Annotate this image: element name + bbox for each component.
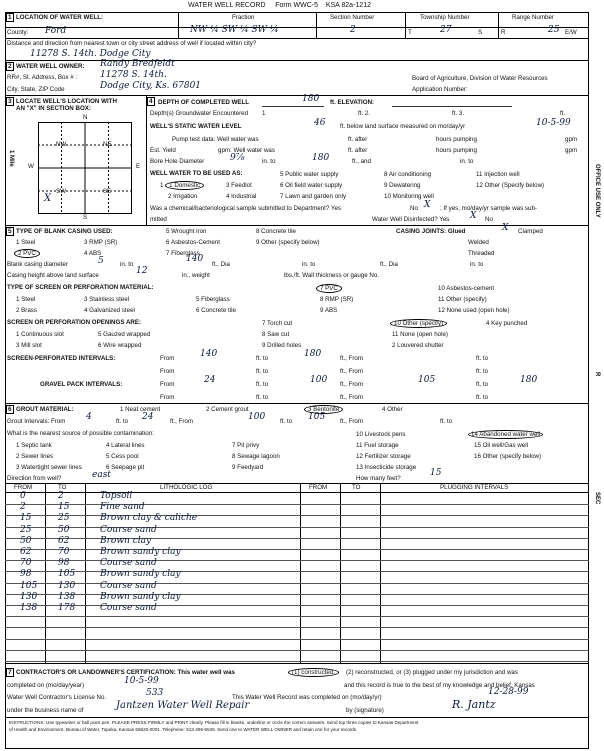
form-title bbox=[188, 2, 371, 10]
yield-hours-label: hours pumping bbox=[436, 147, 477, 154]
casing-wrought[interactable]: 5 Wrought iron bbox=[166, 228, 207, 235]
log-row-line bbox=[5, 527, 589, 528]
lithologic-header: LITHOLOGIC LOG bbox=[160, 484, 213, 491]
casing-steel[interactable]: 1 Steel bbox=[16, 239, 36, 246]
spi-ft-to-label: ft. to bbox=[256, 355, 269, 362]
chem-no-x[interactable]: X bbox=[424, 200, 431, 210]
section-label: Section Number bbox=[330, 14, 375, 21]
welded-label[interactable]: Welded bbox=[468, 239, 489, 246]
pump-after-label: ft. after bbox=[348, 136, 368, 143]
log-to-cell[interactable]: 70 bbox=[58, 547, 70, 557]
log-desc-cell[interactable]: Brown clay bbox=[100, 535, 152, 546]
log-from-cell[interactable]: 138 bbox=[20, 603, 38, 613]
fraction-value[interactable]: NW ¼ SW ¼ SW ¼ bbox=[190, 25, 279, 35]
elevation-label: ft. ELEVATION: bbox=[330, 99, 375, 106]
contam-pit[interactable]: 7 Pit privy bbox=[232, 442, 260, 449]
grout-label: GROUT MATERIAL: bbox=[16, 406, 74, 413]
owner-value[interactable]: Randy Bredfeldt bbox=[100, 59, 175, 69]
license-value[interactable]: 533 bbox=[146, 688, 164, 698]
section-6-number: 6 bbox=[8, 406, 12, 413]
log-to-header: TO bbox=[58, 484, 67, 491]
opening-saw-circled[interactable]: 10 Other (specify) bbox=[390, 319, 447, 328]
use-air[interactable]: 8 Air conditioning bbox=[384, 171, 432, 178]
bore-to-value[interactable]: 180 bbox=[312, 153, 330, 163]
log-from-cell[interactable]: 70 bbox=[20, 558, 32, 569]
side-r-label: R bbox=[594, 372, 600, 377]
log-from-cell[interactable]: 50 bbox=[20, 535, 32, 546]
yield-gpm-label: gpm: Well water was bbox=[218, 147, 275, 154]
screen-steel[interactable]: 1 Steel bbox=[16, 296, 36, 303]
distance-label: Distance and direction from nearest town or city street address of well if located within city? bbox=[7, 40, 257, 47]
blank-diameter-label: Blank casing diameter bbox=[7, 261, 68, 268]
grout-cement[interactable]: 2 Cement grout bbox=[206, 406, 249, 413]
log-to-cell[interactable]: 25 bbox=[58, 513, 70, 524]
spi-from-value[interactable]: 140 bbox=[200, 349, 218, 359]
address-label: RR#, St. Address, Box # : bbox=[7, 74, 78, 81]
ne-label: NE bbox=[103, 141, 112, 148]
log-to-cell[interactable]: 130 bbox=[58, 580, 76, 591]
section-4-number: 4 bbox=[149, 98, 153, 105]
contam-cess[interactable]: 5 Cess pool bbox=[106, 453, 139, 460]
contamination-label: What is the nearest source of possible contamination: bbox=[7, 430, 154, 437]
grout-other[interactable]: 4 Other bbox=[382, 406, 403, 413]
log-from-cell[interactable]: 105 bbox=[20, 580, 38, 591]
log-to-cell[interactable]: 98 bbox=[58, 558, 70, 569]
section-value[interactable]: 2 bbox=[350, 25, 356, 35]
gp-ft-from-2: ft., From bbox=[340, 394, 364, 401]
screen-brass[interactable]: 2 Brass bbox=[16, 307, 37, 314]
township-value[interactable]: 27 bbox=[440, 25, 452, 35]
screen-pvc-circled[interactable]: 7 PVC bbox=[316, 284, 342, 293]
contam-abandoned-text: 14 Abandoned water well bbox=[471, 431, 541, 438]
opening-none[interactable]: 4 Key punched bbox=[486, 320, 528, 327]
section-1-number: 1 bbox=[8, 14, 12, 21]
plug-to-header: TO bbox=[352, 484, 361, 491]
casing-height-value[interactable]: 12 bbox=[136, 266, 148, 276]
signature-value[interactable]: R. Jantz bbox=[452, 698, 496, 711]
log-row-line bbox=[5, 605, 589, 606]
howmany-label: How many feet? bbox=[356, 475, 401, 482]
log-desc-cell[interactable]: Brown clay & caliche bbox=[100, 513, 198, 524]
opening-continuous[interactable]: 1 Continuous slot bbox=[16, 331, 64, 338]
log-to-cell[interactable]: 2 bbox=[58, 491, 64, 501]
chem-tail-label: ; If yes, mo/day/yr sample was sub- bbox=[440, 205, 537, 212]
spi-ft-to-3: ft. to bbox=[256, 368, 269, 375]
county-label: County: bbox=[7, 29, 29, 36]
spi-to-value[interactable]: 180 bbox=[304, 349, 322, 359]
grout-ft-from-label: ft., From bbox=[170, 418, 194, 425]
contam-watertight[interactable]: 3 Watertight sewer lines bbox=[16, 464, 82, 471]
clamped-label[interactable]: Clamped bbox=[518, 228, 543, 235]
screen-concrete[interactable]: 6 Concrete tile bbox=[196, 307, 236, 314]
use-other[interactable]: 12 Other (Specify below) bbox=[476, 182, 545, 189]
title-text: WATER WELL RECORD bbox=[188, 2, 266, 9]
log-desc-cell[interactable]: Brown sandy clay bbox=[100, 547, 181, 557]
opening-other[interactable]: 2 Louvered shutter bbox=[392, 342, 444, 349]
grout-from-2-value[interactable]: 100 bbox=[248, 412, 266, 422]
constructed-circled[interactable]: (1) constructed, bbox=[288, 668, 339, 677]
log-from-cell[interactable]: 0 bbox=[20, 491, 26, 501]
gp-from-2-label: From bbox=[160, 394, 175, 401]
opening-key[interactable]: 6 Wire wrapped bbox=[98, 342, 142, 349]
log-to-cell[interactable]: 138 bbox=[58, 591, 76, 602]
yield-after-label: ft. after bbox=[348, 147, 368, 154]
business-label: under the business name of bbox=[7, 707, 84, 714]
screen-type-label: TYPE OF SCREEN OR PERFORATION MATERIAL: bbox=[7, 284, 154, 291]
fraction-label: Fraction bbox=[232, 14, 255, 21]
log-row-line bbox=[5, 594, 589, 595]
completed-value[interactable]: 10-5-99 bbox=[124, 676, 159, 686]
use-domestic[interactable]: 1 1 Domestic bbox=[160, 182, 204, 189]
range-value[interactable]: 25 bbox=[548, 25, 560, 35]
screen-rmp[interactable]: 8 RMP (SR) bbox=[320, 296, 354, 303]
contam-sewer[interactable]: 2 Sewer lines bbox=[16, 453, 54, 460]
grout-ft-to-3: ft. to bbox=[440, 418, 453, 425]
casing-concrete[interactable]: 8 Concrete tile bbox=[256, 228, 296, 235]
log-row-line bbox=[5, 616, 589, 617]
log-desc-cell[interactable]: Brown sandy clay bbox=[100, 591, 181, 602]
use-industrial[interactable]: 4 Industrial bbox=[226, 193, 257, 200]
location-x-mark: X bbox=[44, 193, 52, 204]
section-2-number: 2 bbox=[8, 63, 12, 70]
log-to-cell[interactable]: 105 bbox=[58, 569, 76, 580]
joints-label: CASING JOINTS: Glued bbox=[396, 228, 466, 235]
contam-lateral[interactable]: 4 Lateral lines bbox=[106, 442, 145, 449]
chem-no-label: No bbox=[410, 205, 418, 212]
depth-value[interactable]: 180 bbox=[302, 94, 320, 104]
static-level-label: WELL'S STATIC WATER LEVEL bbox=[150, 123, 242, 130]
spi-from-2-label: From bbox=[160, 368, 175, 375]
grout-to-2-value[interactable]: 105 bbox=[308, 412, 326, 422]
chem-sample-label: Was a chemical/bacteriological sample submitted to Department? Yes bbox=[150, 205, 341, 212]
gp-from-label: From bbox=[160, 381, 175, 388]
log-row-line bbox=[5, 549, 589, 550]
spi-ft-to-2: ft. to bbox=[476, 355, 489, 362]
screen-stainless[interactable]: 3 Stainless steel bbox=[84, 296, 130, 303]
log-from-cell[interactable]: 2 bbox=[20, 502, 26, 513]
gp-ft-to-2: ft. to bbox=[476, 381, 489, 388]
completed-label: completed on (mo/day/year) bbox=[7, 682, 85, 689]
casing-pvc-circled[interactable]: 2 PVC bbox=[14, 249, 40, 258]
contam-seepage[interactable]: 6 Seepage pit bbox=[106, 464, 145, 471]
casing-asbestos[interactable]: 6 Asbestos-Cement bbox=[166, 239, 220, 246]
groundwater-label: Depth(s) Groundwater Encountered bbox=[150, 110, 249, 117]
use-injection[interactable]: 11 Injection well bbox=[476, 171, 520, 178]
range-suffix: E/W bbox=[565, 29, 577, 36]
grout-ft-to-2: ft. to bbox=[280, 418, 293, 425]
business-value[interactable]: Jantzen Water Well Repair bbox=[116, 700, 250, 711]
spi-ft-from-2: ft., From bbox=[340, 368, 364, 375]
opening-gauzed[interactable]: 7 Torch cut bbox=[262, 320, 293, 327]
log-to-cell[interactable]: 15 bbox=[58, 502, 70, 513]
log-desc-cell[interactable]: Course sand bbox=[100, 524, 157, 535]
direction-value[interactable]: east bbox=[92, 470, 111, 480]
contam-fuel[interactable]: 11 Fuel storage bbox=[356, 442, 399, 449]
log-to-cell[interactable]: 62 bbox=[58, 535, 70, 546]
instructions-line-2: of Health and Environment, Bureau of Water, Topeka, Kansas 66620-0001. Telephone: 913-296-5545. Send one to WATER WELL OWNER and retain one for your records. bbox=[9, 727, 358, 732]
blank-in-to-2: in. to bbox=[302, 261, 316, 268]
blank-diameter-value[interactable]: 5 bbox=[98, 256, 104, 266]
log-row-line bbox=[5, 650, 589, 651]
locate-label-2: AN "X" IN SECTION BOX: bbox=[16, 105, 91, 112]
south-label: S bbox=[83, 214, 88, 221]
opening-wire[interactable]: 8 Saw cut bbox=[262, 331, 290, 338]
log-desc-cell[interactable]: Course sand bbox=[100, 603, 157, 613]
use-public[interactable]: 5 Public water supply bbox=[280, 171, 339, 178]
gp-to-2-value[interactable]: 180 bbox=[520, 375, 538, 385]
use-lawn[interactable]: 7 Lawn and garden only bbox=[280, 193, 347, 200]
depth-label: DEPTH OF COMPLETED WELL bbox=[158, 99, 250, 106]
county-value[interactable]: Ford bbox=[45, 26, 67, 36]
blank-dia-2: ft., Dia bbox=[380, 261, 398, 268]
bore-in-to-label: in. to bbox=[460, 158, 474, 165]
log-from-cell[interactable]: 15 bbox=[20, 513, 32, 524]
opening-drilled[interactable]: 11 None (open hole) bbox=[392, 331, 448, 338]
grout-bentonite-circled[interactable]: 3 Bentonite bbox=[304, 405, 343, 414]
log-from-cell[interactable]: 130 bbox=[20, 591, 38, 602]
opening-louvered[interactable]: 3 Mill slot bbox=[16, 342, 42, 349]
blank-in-to-3: in. to bbox=[470, 261, 484, 268]
log-row-line bbox=[5, 661, 589, 662]
section-3-number: 3 bbox=[8, 98, 12, 105]
static-date-value[interactable]: 10-5-99 bbox=[536, 118, 571, 128]
bore-and-label: ft., and bbox=[352, 158, 371, 165]
casing-weight-label: in., weight bbox=[182, 272, 210, 279]
mitted-label: mitted bbox=[150, 216, 167, 223]
bore-label: Bore Hole Diameter bbox=[150, 158, 205, 165]
log-desc-cell[interactable]: Fine sand bbox=[100, 502, 145, 513]
gravel-label: GRAVEL PACK INTERVALS: bbox=[40, 381, 123, 388]
openings-label: SCREEN OR PERFORATION OPENINGS ARE: bbox=[7, 319, 142, 326]
pump-hours-label: hours pumping bbox=[436, 136, 477, 143]
casing-abs[interactable]: 4 ABS bbox=[84, 250, 102, 257]
ksa-number: KSA 82a-1212 bbox=[325, 2, 371, 9]
screen-asbestos[interactable]: 10 Asbestos-cement bbox=[438, 285, 495, 292]
contam-septic[interactable]: 1 Septic tank bbox=[16, 442, 52, 449]
contam-abandoned-circled[interactable] bbox=[468, 430, 543, 439]
board-label: Board of Agriculture, Division of Water Resources bbox=[412, 75, 548, 82]
direction-label: Direction from well? bbox=[7, 475, 62, 482]
gw-1-label: 1 bbox=[262, 110, 266, 117]
use-monitoring[interactable]: 10 Monitoring well bbox=[384, 193, 434, 200]
se-label: SE bbox=[103, 188, 112, 195]
range-label: Range Number bbox=[512, 14, 554, 21]
range-prefix: R bbox=[501, 29, 506, 36]
log-row-line bbox=[5, 571, 589, 572]
log-desc-cell[interactable]: Brown sandy clay bbox=[100, 569, 181, 580]
log-desc-cell[interactable]: Course sand bbox=[100, 558, 157, 569]
address-value[interactable]: 11278 S. 14th. bbox=[100, 70, 167, 80]
grout-neat[interactable]: 1 Neat cement bbox=[120, 406, 161, 413]
log-row-line bbox=[5, 583, 589, 584]
pump-gpm-label: gpm bbox=[565, 136, 578, 143]
log-from-header: FROM bbox=[14, 484, 33, 491]
log-to-cell[interactable]: 50 bbox=[58, 524, 70, 535]
log-from-cell[interactable]: 25 bbox=[20, 524, 32, 535]
pump-test-label: Pump test data: Well water was bbox=[172, 136, 259, 143]
instructions-line-1: INSTRUCTIONS: Use typewriter or ball point pen. PLEASE PRESS FIRMLY and PRINT clearly. Please fill in blanks, underline or circle the correct answers. Send top three copies to Kansas Department bbox=[9, 720, 419, 725]
gp-ft-to-3: ft. to bbox=[256, 394, 269, 401]
bore-in-label: in. to bbox=[262, 158, 276, 165]
casing-type-label: TYPE OF BLANK CASING USED: bbox=[16, 228, 113, 235]
certification-label: CONTRACTOR'S OR LANDOWNER'S CERTIFICATION: This water well was bbox=[16, 669, 235, 676]
location-label: LOCATION OF WATER WELL: bbox=[16, 14, 104, 21]
screen-fiberglass[interactable]: 5 Fiberglass bbox=[196, 296, 230, 303]
casing-other[interactable]: 9 Other (specify below) bbox=[256, 239, 320, 246]
disinfected-label: Water Well Disinfected? Yes bbox=[372, 216, 450, 223]
contam-feedyard[interactable]: 9 Feedyard bbox=[232, 464, 264, 471]
record-date-label: This Water Well Record was completed on (mo/day/yr) bbox=[232, 694, 382, 701]
gp-from-1-value[interactable]: 24 bbox=[204, 375, 216, 385]
license-label: Water Well Contractor's License No. bbox=[7, 694, 107, 701]
opening-mill[interactable]: 5 Gauzed wrapped bbox=[98, 331, 151, 338]
contam-other[interactable]: 16 Other (specify below) bbox=[474, 453, 542, 460]
howmany-value[interactable]: 15 bbox=[430, 468, 442, 478]
side-sec-label: SEC bbox=[594, 492, 600, 505]
township-label: Township Number bbox=[420, 14, 470, 21]
casing-height-label: Casing height above land surface bbox=[7, 272, 99, 279]
township-suffix: S bbox=[478, 29, 483, 36]
log-to-cell[interactable]: 178 bbox=[58, 603, 76, 613]
plug-from-header: FROM bbox=[309, 484, 328, 491]
gw-2-label: ft. 2. bbox=[358, 110, 371, 117]
nw-label: NW bbox=[56, 141, 67, 148]
reconstructed-label: (2) reconstructed, or (3) plugged under my jurisdiction and was bbox=[346, 669, 518, 676]
gw-3-label: ft. 3. bbox=[452, 110, 465, 117]
screen-other[interactable]: 11 Other (specify) bbox=[438, 296, 487, 303]
casing-rmp[interactable]: 3 RMP (SR) bbox=[84, 239, 118, 246]
log-desc-cell[interactable]: Topsoil bbox=[100, 491, 133, 501]
signature-label: by (signature) bbox=[346, 707, 384, 714]
log-row-line bbox=[5, 515, 589, 516]
log-row-line bbox=[5, 627, 589, 628]
locate-label-1: LOCATE WELL'S LOCATION WITH bbox=[16, 98, 117, 105]
spi-from-label: From bbox=[160, 355, 175, 362]
section-box-grid[interactable] bbox=[38, 122, 132, 214]
city-value[interactable]: Dodge City, Ks. 67801 bbox=[100, 81, 202, 91]
grout-from-value[interactable]: 4 bbox=[86, 412, 92, 422]
sw-label: SW bbox=[56, 188, 66, 195]
grout-intervals-label: Grout Intervals: From bbox=[7, 418, 66, 425]
screen-galvanized[interactable]: 4 Galvanized steel bbox=[84, 307, 135, 314]
section-5-number: 5 bbox=[8, 228, 12, 235]
blank-in-to-label: in. to bbox=[120, 261, 134, 268]
grout-to-value[interactable]: 24 bbox=[142, 412, 154, 422]
gw-ft-label: ft. bbox=[560, 110, 566, 117]
wall-thickness-label: lbs./ft. Wall thickness or gauge No. bbox=[284, 272, 380, 279]
use-dewatering[interactable]: 9 Dewatering bbox=[384, 182, 421, 189]
log-row-line bbox=[5, 639, 589, 640]
contam-livestock[interactable]: 10 Livestock pens bbox=[356, 431, 406, 438]
glued-x[interactable]: X bbox=[502, 223, 509, 233]
record-true-label: and this record is true to the best of my knowledge and belief. Kansas bbox=[344, 682, 535, 689]
township-prefix: T bbox=[408, 29, 412, 36]
casing-fiberglass[interactable]: 7 Fiberglass bbox=[166, 250, 200, 257]
threaded-label[interactable]: Threaded bbox=[468, 250, 495, 257]
contam-oil[interactable]: 15 Oil well/Gas well bbox=[474, 442, 528, 449]
contam-lagoon[interactable]: 8 Sewage lagoon bbox=[232, 453, 280, 460]
screen-abs[interactable]: 9 ABS bbox=[320, 307, 338, 314]
owner-label: WATER WELL OWNER: bbox=[16, 63, 85, 70]
log-from-cell[interactable]: 62 bbox=[20, 547, 32, 557]
gp-from-2-value[interactable]: 105 bbox=[418, 375, 436, 385]
east-label: E bbox=[136, 163, 141, 170]
use-label: WELL WATER TO BE USED AS: bbox=[150, 170, 243, 177]
spi-ft-from-label: ft., From bbox=[340, 355, 364, 362]
spi-label: SCREEN-PERFORATED INTERVALS: bbox=[7, 355, 116, 362]
disinfected-yes-x[interactable]: X bbox=[470, 211, 477, 221]
contam-insecticide[interactable]: 13 Insecticide storage bbox=[356, 464, 417, 471]
plugging-header: PLUGGING INTERVALS bbox=[440, 484, 509, 491]
grout-ft-from-2: ft., From bbox=[340, 418, 364, 425]
use-oilfield[interactable]: 6 Oil field water supply bbox=[280, 182, 343, 189]
contam-fertilizer[interactable]: 12 Fertilizer storage bbox=[356, 453, 411, 460]
grout-ft-to-label: ft. to bbox=[116, 418, 129, 425]
static-level-text: ft. below land surface measured on mo/day/yr bbox=[340, 123, 466, 130]
log-row-line bbox=[5, 504, 589, 505]
north-label: N bbox=[83, 114, 88, 121]
disinfected-no-label: No bbox=[485, 216, 493, 223]
gp-ft-to-4: ft. to bbox=[476, 394, 489, 401]
gp-ft-to-label: ft. to bbox=[256, 381, 269, 388]
use-irrigation[interactable]: 2 Irrigation bbox=[168, 193, 198, 200]
log-row-line bbox=[5, 538, 589, 539]
gp-ft-from-label: ft., From bbox=[340, 381, 364, 388]
yield-label: Est. Yield bbox=[150, 147, 176, 154]
bore-value[interactable]: 9⅞ bbox=[230, 153, 245, 163]
mile-label: 1 Mile bbox=[8, 150, 14, 167]
city-label: City, State, ZIP Code bbox=[7, 86, 65, 93]
log-from-cell[interactable]: 98 bbox=[20, 569, 32, 580]
application-label: Application Number: bbox=[412, 86, 468, 93]
west-label: W bbox=[28, 163, 34, 170]
blank-dia-label: ft., Dia bbox=[212, 261, 230, 268]
use-domestic-circled: 1 Domestic bbox=[165, 181, 204, 190]
log-desc-cell[interactable]: Course sand bbox=[100, 580, 157, 591]
gp-to-1-value[interactable]: 100 bbox=[310, 375, 328, 385]
section-7-number: 7 bbox=[8, 669, 12, 676]
log-row-line bbox=[5, 560, 589, 561]
blank-to-value[interactable]: 140 bbox=[186, 254, 204, 264]
opening-torch[interactable]: 9 Drilled holes bbox=[262, 342, 302, 349]
static-level-value[interactable]: 46 bbox=[314, 118, 326, 128]
use-feedlot[interactable]: 3 Feedlot bbox=[226, 182, 252, 189]
office-use-label: OFFICE USE ONLY bbox=[594, 164, 600, 218]
screen-none[interactable]: 12 None used (open hole) bbox=[438, 307, 510, 314]
form-number: Form WWC-5 bbox=[275, 2, 319, 9]
yield-gpm-unit: gpm bbox=[565, 147, 578, 154]
distance-value[interactable]: 11278 S. 14th. Dodge City bbox=[30, 49, 151, 59]
spi-ft-to-4: ft. to bbox=[476, 368, 489, 375]
record-date-value[interactable]: 12-28-99 bbox=[488, 687, 529, 697]
